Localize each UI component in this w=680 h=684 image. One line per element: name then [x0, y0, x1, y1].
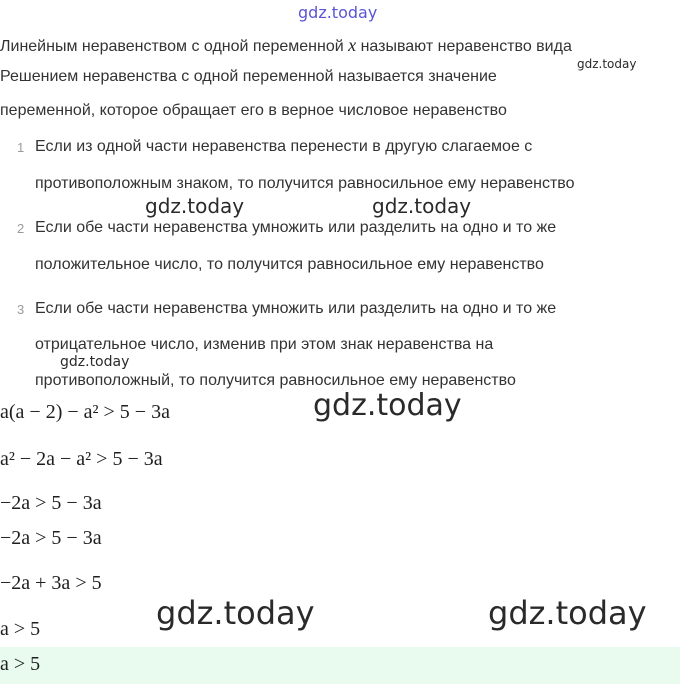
- definition-text-start: Линейным неравенством с одной переменной: [0, 38, 349, 55]
- watermark-mid-right: gdz.today: [372, 194, 472, 218]
- solution-step-6: a > 5: [0, 618, 41, 640]
- watermark-mid-left: gdz.today: [145, 194, 245, 218]
- rule-3-line2: отрицательное число, изменив при этом знак неравенства на: [35, 336, 494, 353]
- rule-3-line1: Если обе части неравенства умножить или разделить на одно и то же: [35, 300, 557, 317]
- definition-solution-line1: Решением неравенства с одной переменной называется значение: [0, 68, 497, 85]
- watermark-big-1: gdz.today: [313, 388, 462, 423]
- watermark-top: gdz.today: [298, 3, 378, 22]
- rule-1-line1: Если из одной части неравенства перенести в другую слагаемое с: [35, 138, 533, 155]
- answer-box: [0, 647, 680, 684]
- solution-step-2: a² − 2a − a² > 5 − 3a: [0, 448, 163, 470]
- rule-2-line1: Если обе части неравенства умножить или разделить на одно и то же: [35, 219, 557, 236]
- watermark-small-2: gdz.today: [60, 354, 130, 370]
- solution-step-3: −2a > 5 − 3a: [0, 492, 102, 514]
- definition-text-end: называют неравенство вида: [356, 38, 572, 55]
- rule-2-number: 2: [17, 221, 25, 236]
- solution-step-1: a(a − 2) − a² > 5 − 3a: [0, 401, 170, 423]
- rule-3-line3: противоположный, то получится равносильное ему неравенство: [35, 372, 516, 389]
- watermark-big-3: gdz.today: [488, 594, 647, 632]
- solution-step-5: −2a + 3a > 5: [0, 572, 102, 594]
- watermark-small-1: gdz.today: [577, 57, 637, 71]
- rule-2-line2: положительное число, то получится равносильное ему неравенство: [35, 256, 544, 273]
- variable-x: x: [348, 35, 357, 55]
- definition-linear-inequality: [0, 35, 572, 57]
- rule-1-line2: противоположным знаком, то получится равносильное ему неравенство: [35, 175, 575, 192]
- answer-text: a > 5: [0, 653, 41, 675]
- rule-3-number: 3: [17, 302, 25, 317]
- solution-step-4: −2a > 5 − 3a: [0, 527, 102, 549]
- rule-1-number: 1: [17, 140, 25, 155]
- definition-solution-line2: переменной, которое обращает его в верное числовое неравенство: [0, 102, 507, 119]
- watermark-big-2: gdz.today: [156, 594, 315, 632]
